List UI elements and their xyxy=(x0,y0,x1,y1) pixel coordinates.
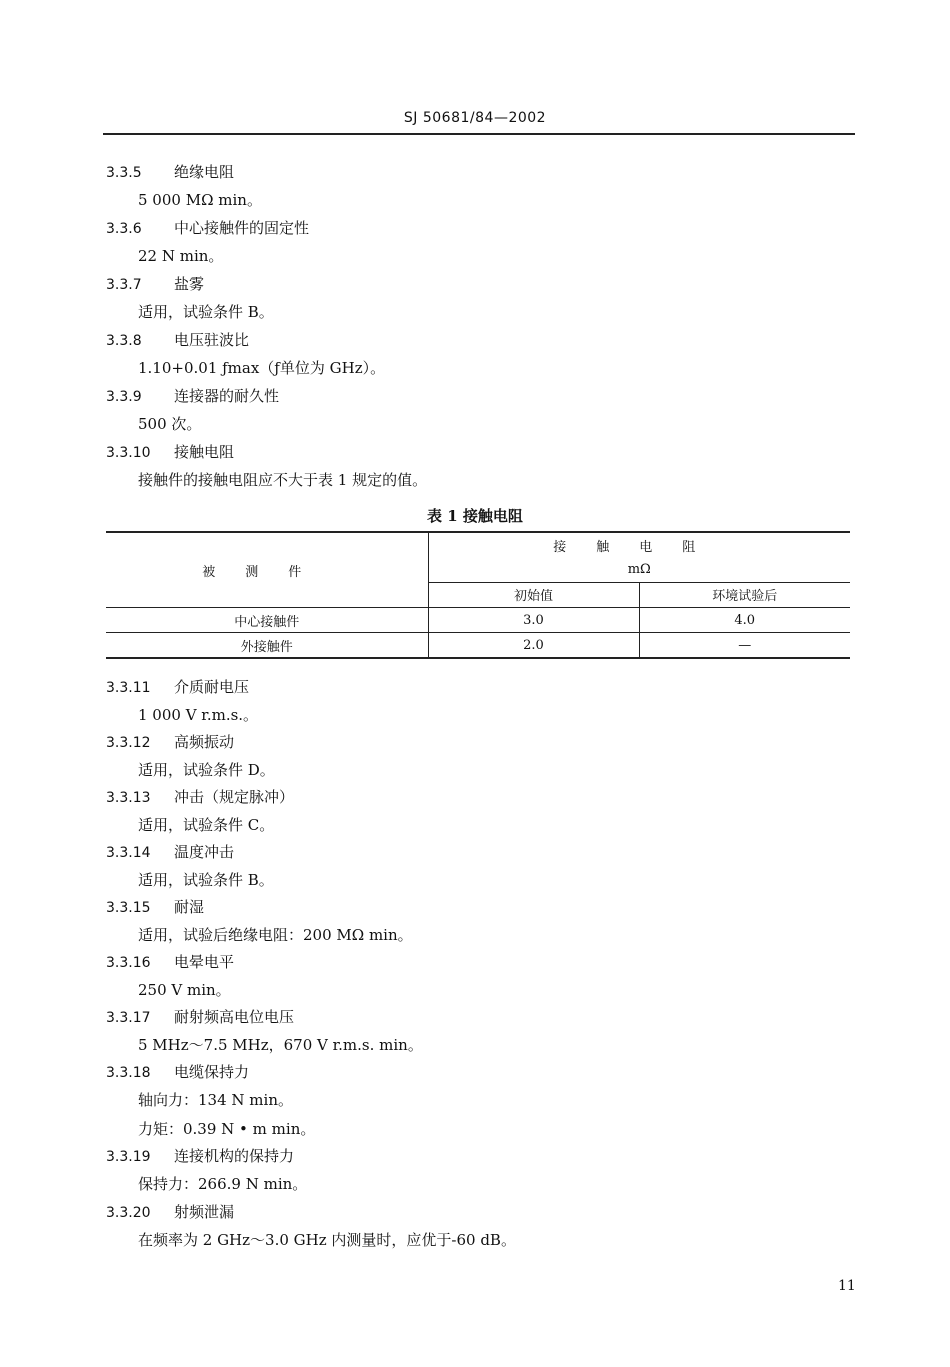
section-title: 连接机构的保持力 xyxy=(174,1147,295,1165)
section-heading xyxy=(106,1007,294,1028)
section-heading xyxy=(106,732,234,753)
section-body: 适用，试验条件 D。 xyxy=(138,761,275,779)
section-number: 3.3.5 xyxy=(106,165,142,181)
row-item: 外接触件 xyxy=(106,633,428,658)
section-heading xyxy=(106,386,279,407)
header-rule xyxy=(103,133,855,135)
section-body: 接触件的接触电阻应不大于表 1 规定的值。 xyxy=(138,471,428,489)
section-title: 耐湿 xyxy=(174,898,205,916)
section-body: 1.10+0.01 ƒmax（ƒ单位为 GHz）。 xyxy=(138,359,386,377)
section-number: 3.3.6 xyxy=(106,221,142,237)
document-header: SJ 50681/84—2002 xyxy=(403,110,547,126)
section-body: 22 N min。 xyxy=(138,247,224,265)
section-heading xyxy=(106,162,234,183)
section-body: 500 次。 xyxy=(138,415,202,433)
section-heading xyxy=(106,1062,249,1083)
section-number: 3.3.17 xyxy=(106,1010,151,1026)
section-number: 3.3.18 xyxy=(106,1065,151,1081)
section-body: 适用，试验条件 C。 xyxy=(138,816,275,834)
section-number: 3.3.10 xyxy=(106,445,151,461)
col-header-initial: 初始值 xyxy=(428,582,639,607)
section-title: 盐雾 xyxy=(174,275,205,293)
section-heading xyxy=(106,274,204,295)
row-initial: 3.0 xyxy=(428,608,639,633)
section-heading xyxy=(106,218,309,239)
col-header-resistance: 接触电阻 xyxy=(428,532,850,557)
section-number: 3.3.8 xyxy=(106,333,142,349)
section-number: 3.3.19 xyxy=(106,1149,151,1165)
section-number: 3.3.9 xyxy=(106,389,142,405)
section-body: 在频率为 2 GHz～3.0 GHz 内测量时，应优于-60 dB。 xyxy=(138,1231,516,1249)
section-number: 3.3.20 xyxy=(106,1205,151,1221)
section-heading xyxy=(106,1202,234,1223)
section-heading xyxy=(106,952,234,973)
section-title: 电缆保持力 xyxy=(174,1063,250,1081)
section-body: 适用，试验条件 B。 xyxy=(138,303,274,321)
section-body: 1 000 V r.m.s.。 xyxy=(138,706,259,724)
section-title: 高频振动 xyxy=(174,733,235,751)
row-after: 4.0 xyxy=(639,608,850,633)
col-header-item: 被测件 xyxy=(106,532,428,608)
section-heading xyxy=(106,842,234,863)
section-heading xyxy=(106,330,249,351)
table-title: 表 1 接触电阻 xyxy=(427,507,523,525)
col-header-after: 环境试验后 xyxy=(639,582,850,607)
section-body: 5 MHz～7.5 MHz，670 V r.m.s. min。 xyxy=(138,1036,423,1054)
section-heading xyxy=(106,787,294,808)
section-number: 3.3.11 xyxy=(106,680,151,696)
row-after: — xyxy=(639,633,850,658)
section-number: 3.3.15 xyxy=(106,900,151,916)
section-number: 3.3.16 xyxy=(106,955,151,971)
section-title: 中心接触件的固定性 xyxy=(174,219,310,237)
section-title: 连接器的耐久性 xyxy=(174,387,280,405)
section-title: 介质耐电压 xyxy=(174,678,250,696)
section-body: 适用，试验条件 B。 xyxy=(138,871,274,889)
row-initial: 2.0 xyxy=(428,633,639,658)
section-body: 保持力：266.9 N min。 xyxy=(138,1175,308,1193)
section-heading xyxy=(106,677,249,698)
section-title: 接触电阻 xyxy=(174,443,235,461)
page-number: 11 xyxy=(838,1278,856,1294)
section-heading xyxy=(106,1146,294,1167)
section-title: 耐射频高电位电压 xyxy=(174,1008,295,1026)
section-body: 250 V min。 xyxy=(138,981,231,999)
section-title: 电压驻波比 xyxy=(174,331,250,349)
section-number: 3.3.7 xyxy=(106,277,142,293)
section-heading xyxy=(106,897,204,918)
section-number: 3.3.12 xyxy=(106,735,151,751)
section-title: 冲击（规定脉冲） xyxy=(174,788,295,806)
section-body: 适用，试验后绝缘电阻：200 MΩ min。 xyxy=(138,926,413,944)
section-title: 温度冲击 xyxy=(174,843,235,861)
section-number: 3.3.14 xyxy=(106,845,151,861)
section-title: 绝缘电阻 xyxy=(174,163,235,181)
section-body: 5 000 MΩ min。 xyxy=(138,191,262,209)
section-body: 力矩：0.39 N • m min。 xyxy=(138,1120,316,1138)
row-item: 中心接触件 xyxy=(106,608,428,633)
section-number: 3.3.13 xyxy=(106,790,151,806)
section-heading xyxy=(106,442,234,463)
section-title: 射频泄漏 xyxy=(174,1203,235,1221)
table-row xyxy=(106,608,850,633)
section-body: 轴向力：134 N min。 xyxy=(138,1091,293,1109)
table-row xyxy=(106,633,850,658)
col-header-unit: mΩ xyxy=(627,562,651,578)
contact-resistance-table xyxy=(106,531,850,659)
section-title: 电晕电平 xyxy=(174,953,235,971)
